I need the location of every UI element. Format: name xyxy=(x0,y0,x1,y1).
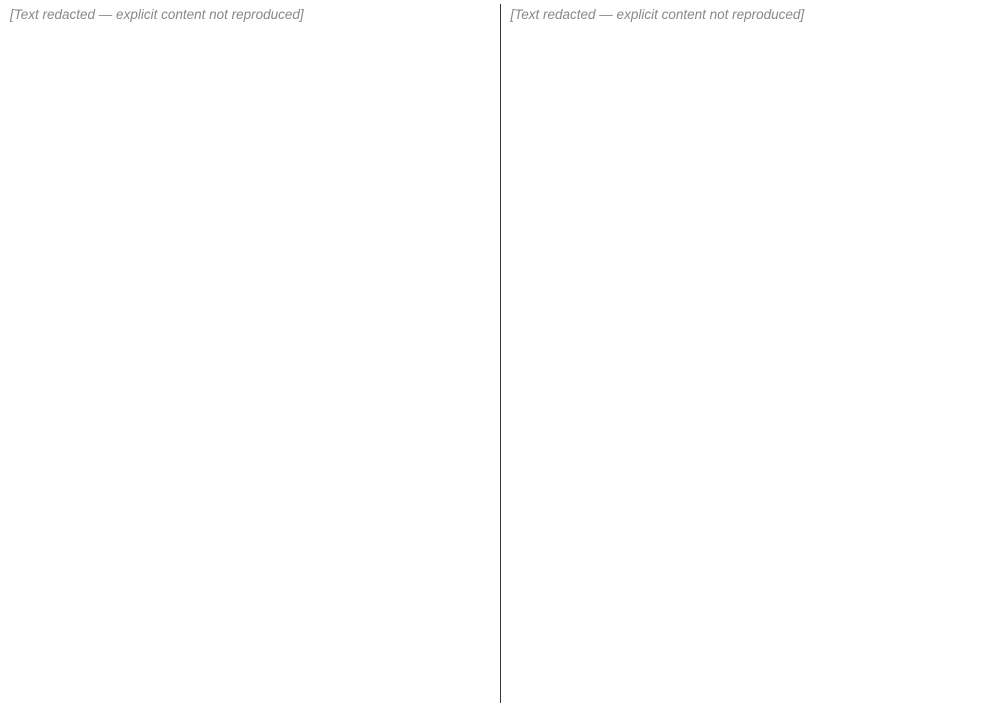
redacted-text-block: [Text redacted — explicit content not reproduced] xyxy=(510,7,805,22)
right-text-column xyxy=(501,0,1000,707)
redacted-text-block: [Text redacted — explicit content not reproduced] xyxy=(10,7,304,22)
